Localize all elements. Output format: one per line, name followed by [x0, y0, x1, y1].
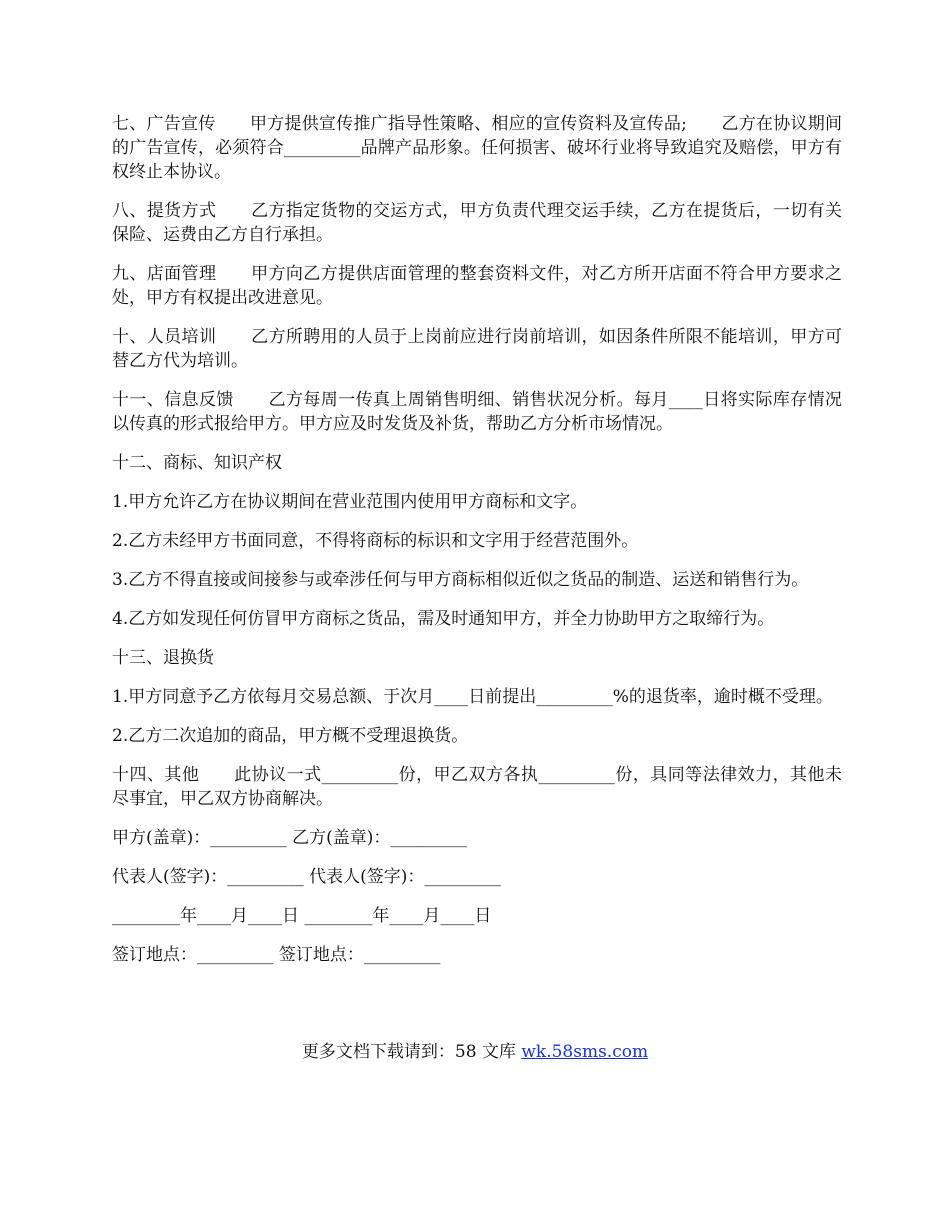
- clause-8-delivery: 八、提货方式 乙方指定货物的交运方式，甲方负责代理交运手续，乙方在提货后，一切有关保险、运费由乙方自行承担。: [112, 201, 842, 245]
- signature-place-line: 签订地点：_________ 签订地点：_________: [112, 945, 441, 965]
- clause-12-item-3: 3.乙方不得直接或间接参与或牵涉任何与甲方商标相似近似之货品的制造、运送和销售行为。: [112, 570, 809, 590]
- footer-link[interactable]: wk.58sms.com: [521, 1042, 649, 1062]
- clause-7-advertising: 七、广告宣传 甲方提供宣传推广指导性策略、相应的宣传资料及宣传品; 乙方在协议期间的广告宣传，必须符合_________品牌产品形象。任何损害、破坏行业将导致追究及赔偿，甲方有权终止本协议。: [112, 114, 842, 182]
- signature-date-line: ________年____月____日 ________年____月____日: [112, 906, 492, 926]
- download-footer: [0, 1040, 950, 1064]
- clause-12-item-2: 2.乙方未经甲方书面同意，不得将商标的标识和文字用于经营范围外。: [112, 531, 639, 551]
- signature-representative-line: 代表人(签字)：_________ 代表人(签字)：_________: [112, 867, 501, 887]
- clause-11-feedback: 十一、信息反馈 乙方每周一传真上周销售明细、销售状况分析。每月____日将实际库存情况以传真的形式报给甲方。甲方应及时发货及补货，帮助乙方分析市场情况。: [112, 390, 842, 434]
- clause-13-item-2: 2.乙方二次追加的商品，甲方概不受理退换货。: [112, 726, 469, 746]
- clause-9-store-management: 九、店面管理 甲方向乙方提供店面管理的整套资料文件，对乙方所开店面不符合甲方要求之处，甲方有权提出改进意见。: [112, 264, 842, 308]
- clause-12-item-4: 4.乙方如发现任何仿冒甲方商标之货品，需及时通知甲方，并全力协助甲方之取缔行为。: [112, 609, 775, 629]
- clause-13-item-1: 1.甲方同意予乙方依每月交易总额、于次月____日前提出_________%的退货率，逾时概不受理。: [112, 687, 833, 707]
- signature-seal-line: 甲方(盖章)：_________ 乙方(盖章)：_________: [112, 828, 467, 848]
- clause-12-item-1: 1.甲方允许乙方在协议期间在营业范围内使用甲方商标和文字。: [112, 492, 588, 512]
- document-body: [112, 112, 842, 982]
- footer-text: 更多文档下载请到：58 文库: [301, 1042, 522, 1062]
- clause-13-heading: 十三、退换货: [112, 648, 214, 668]
- clause-12-heading: 十二、商标、知识产权: [112, 453, 282, 473]
- clause-10-staff-training: 十、人员培训 乙方所聘用的人员于上岗前应进行岗前培训，如因条件所限不能培训，甲方可替乙方代为培训。: [112, 327, 842, 371]
- clause-14-other: 十四、其他 此协议一式_________份，甲乙双方各执_________份，具同等法律效力，其他未尽事宜，甲乙双方协商解决。: [112, 765, 842, 809]
